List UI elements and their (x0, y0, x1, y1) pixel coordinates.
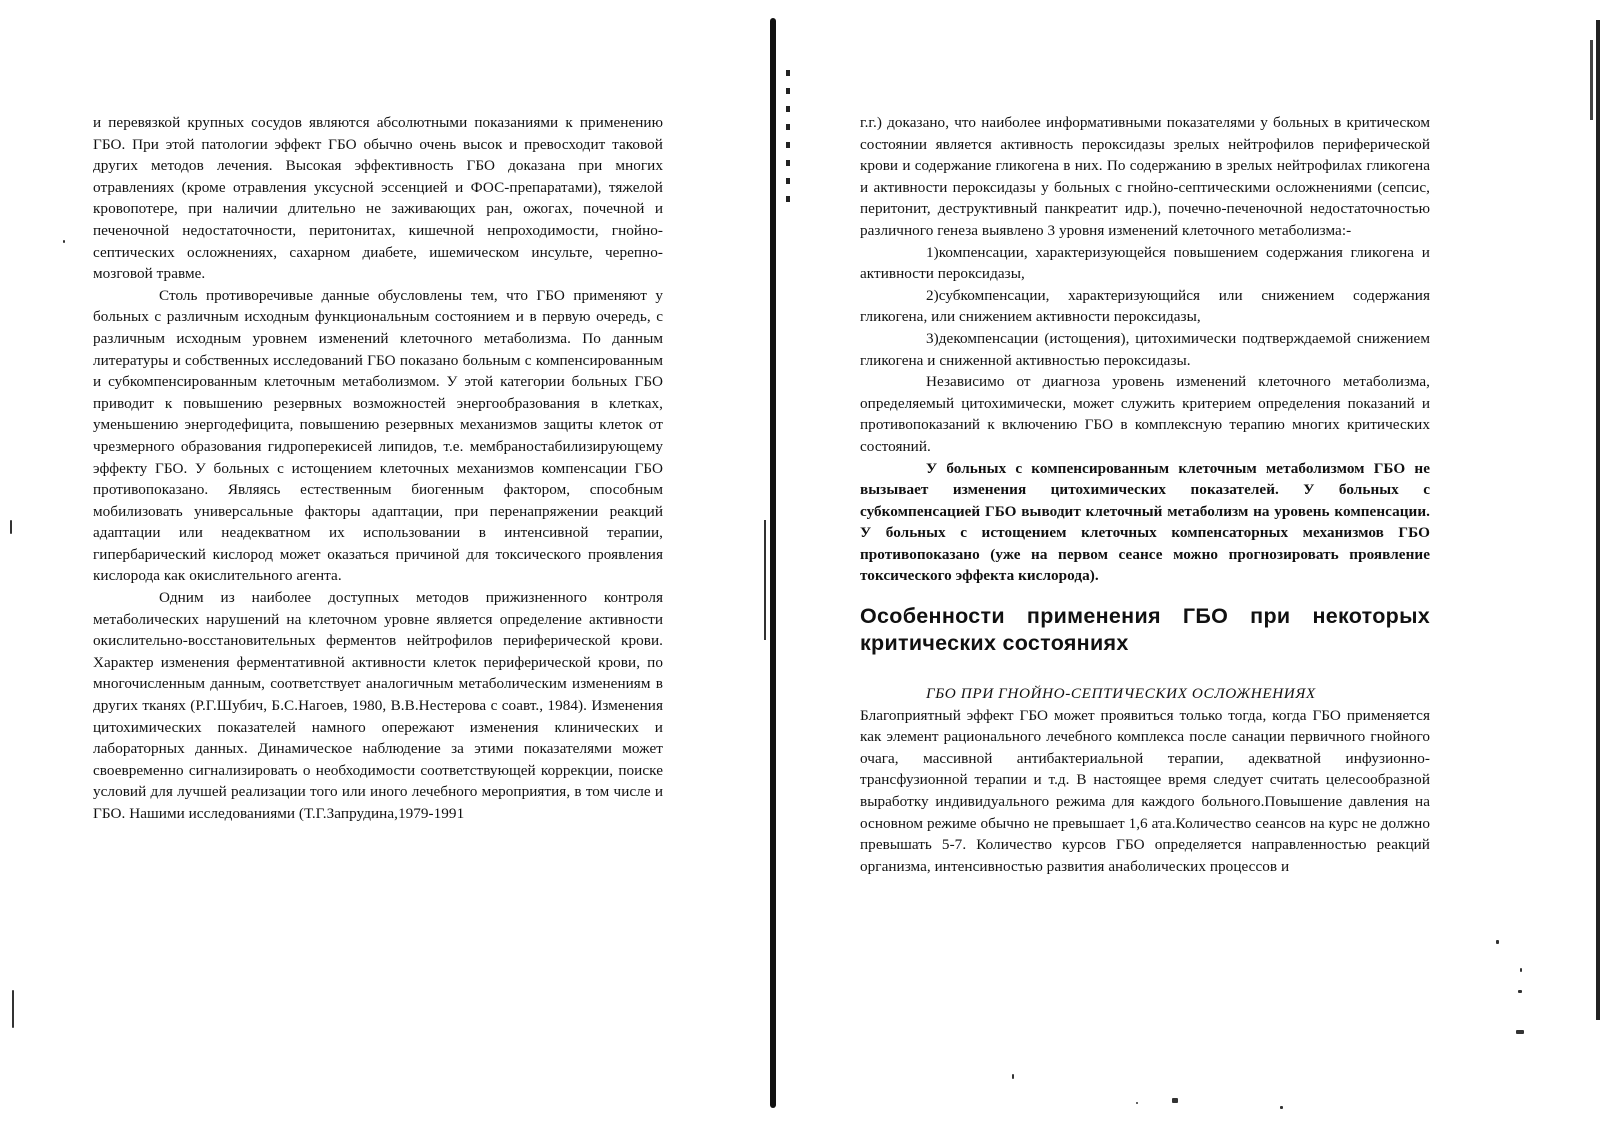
scan-speck (1496, 940, 1499, 944)
section-subheading: ГБО ПРИ ГНОЙНО-СЕПТИЧЕСКИХ ОСЛОЖНЕНИЯХ (926, 685, 1316, 703)
scan-speck (1136, 1102, 1138, 1104)
scan-speck (1280, 1106, 1283, 1109)
scan-speck (63, 240, 65, 243)
bold-conclusion-paragraph: У больных с компенсированным клеточным метаболизмом ГБО не вызывает изменения цитохимических показателей. У больных с субкомпенсацией ГБО выводит клеточный метаболизм на уровень компенсации. У больных с истощением клеточных компенсаторных механизмов ГБО противопоказано (уже на первом сеансе можно прогнозировать проявление токсического эффекта кислорода). (860, 459, 1430, 585)
page-edge-mark (1590, 40, 1593, 120)
right-intro-paragraph: г.г.) доказано, что наиболее информативными показателями у больных в критическом состоянии является активность пероксидазы зрелых нейтрофилов периферической крови и содержание гликогена в них. По содержанию в зрелых нейтрофилах гликогена и активности пероксидазы у больных с гнойно-септическими осложнениями (сепсис, перитонит, деструктивный панкреатит идр.), почечно-печеночной недостаточностью различного генеза выявлено 3 уровня изменений клеточного метаболизма:- (860, 114, 1430, 239)
scan-speck (1516, 1030, 1524, 1034)
scan-speck (10, 520, 12, 534)
left-paragraph-1: и перевязкой крупных сосудов являются абсолютными показаниями к применению ГБО. При этой патологии эффект ГБО обычно очень высок и превосходит таковой других методов лечения. Высокая эффективность ГБО доказана при многих отравлениях (кроме отравления уксусной эссенцией и ФОС-препаратами), тяжелой кровопотере, при наличии длительно не заживающих ран, ожогах, почечной и печеночной недостаточности, перитонитах, кишечной непроходимости, гнойно-септических осложнениях, сахарном диабете, ишемическом инсульте, черепно-мозговой травме. (93, 114, 663, 283)
page-edge-shadow (1596, 20, 1600, 1020)
left-page-text (93, 112, 663, 825)
scan-speck (1518, 990, 1522, 993)
section-heading: Особенности применения ГБО при некоторых критических состояниях (860, 604, 1430, 656)
gutter-mark (764, 520, 766, 640)
scan-speck (1012, 1074, 1014, 1079)
scan-speck (1172, 1098, 1178, 1103)
left-paragraph-2: Столь противоречивые данные обусловлены тем, что ГБО применяют у больных с различным исходным функциональным состоянием и в первую очередь, с различным исходным уровнем изменений клеточного метаболизма. По данным литературы и собственных исследований ГБО показано больным с компенсированным и субкомпенсированным клеточным метаболизмом. У этой категории больных ГБО приводит к повышению резервных возможностей энергообразования в клетках, уменьшению энергодефицита, повышению резервных механизмов защиты клеток от чрезмерного образования гидроперекисей липидов, т.е. мембраностабилизирующему эффекту ГБО. У больных с истощением клеточных механизмов компенсации ГБО противопоказано. Являясь естественным биогенным фактором, способным мобилизовать универсальные факторы адаптации, при перенапряжении реакций адаптации или неадекватном их использовании в интенсивной терапии, гипербарический кислород может оказаться причиной для токсического проявления кислорода как окислительного агента. (93, 286, 663, 585)
gutter-dots (786, 70, 790, 210)
right-final-paragraph: Благоприятный эффект ГБО может проявиться только тогда, когда ГБО применяется как элемент рационального лечебного комплекса после санации первичного гнойного очага, массивной антибактериальной терапии, адекватной инфузионно-трансфузионной терапии и т.д. В настоящее время следует считать целесообразной выработку индивидуального режима для каждого больного.Повышение давления на основном режиме обычно не превышает 1,6 ата.Количество сеансов на курс не должно превышать 5-7. Количество курсов ГБО определяется направленностью реакций организма, интенсивностью развития анаболических процессов и (860, 706, 1430, 875)
level-item-1: 1)компенсации, характеризующейся повышением содержания гликогена и активности пероксидазы, (860, 243, 1430, 283)
left-paragraph-3: Одним из наиболее доступных методов прижизненного контроля метаболических нарушений на клеточном уровне является определение активности окислительно-восстановительных ферментов нейтрофилов периферической крови. Характер изменения ферментативной активности клеток периферической крови, по многочисленным данным, соответствует аналогичным метаболическим изменениям в других тканях (Р.Г.Шубич, Б.С.Нагоев, 1980, В.В.Нестерова с соавт., 1984). Изменения цитохимических показателей намного опережают изменения клинических и лабораторных данных. Динамическое наблюдение за этими показателями может своевременно сигнализировать о необходимости соответствующей коррекции, поиске условий для лучшей реализации того или иного лечебного мероприятия, в том числе и ГБО. Нашими исследованиями (Т.Г.Запрудина,1979-1991 (93, 589, 663, 822)
level-item-3: 3)декомпенсации (истощения), цитохимически подтверждаемой снижением гликогена и сниженной активностью пероксидазы. (860, 329, 1430, 369)
level-item-2: 2)субкомпенсации, характеризующийся или снижением содержания гликогена, или снижением активности пероксидазы, (860, 286, 1430, 326)
scan-speck (1520, 968, 1522, 972)
book-spine-shadow (770, 18, 776, 1108)
right-page-text (860, 112, 1430, 877)
right-paragraph-2: Независимо от диагноза уровень изменений клеточного метаболизма, определяемый цитохимически, может служить критерием определения показаний и противопоказаний к включению ГБО в комплексную терапию многих критических состояний. (860, 373, 1430, 455)
scan-speck (12, 990, 14, 1028)
